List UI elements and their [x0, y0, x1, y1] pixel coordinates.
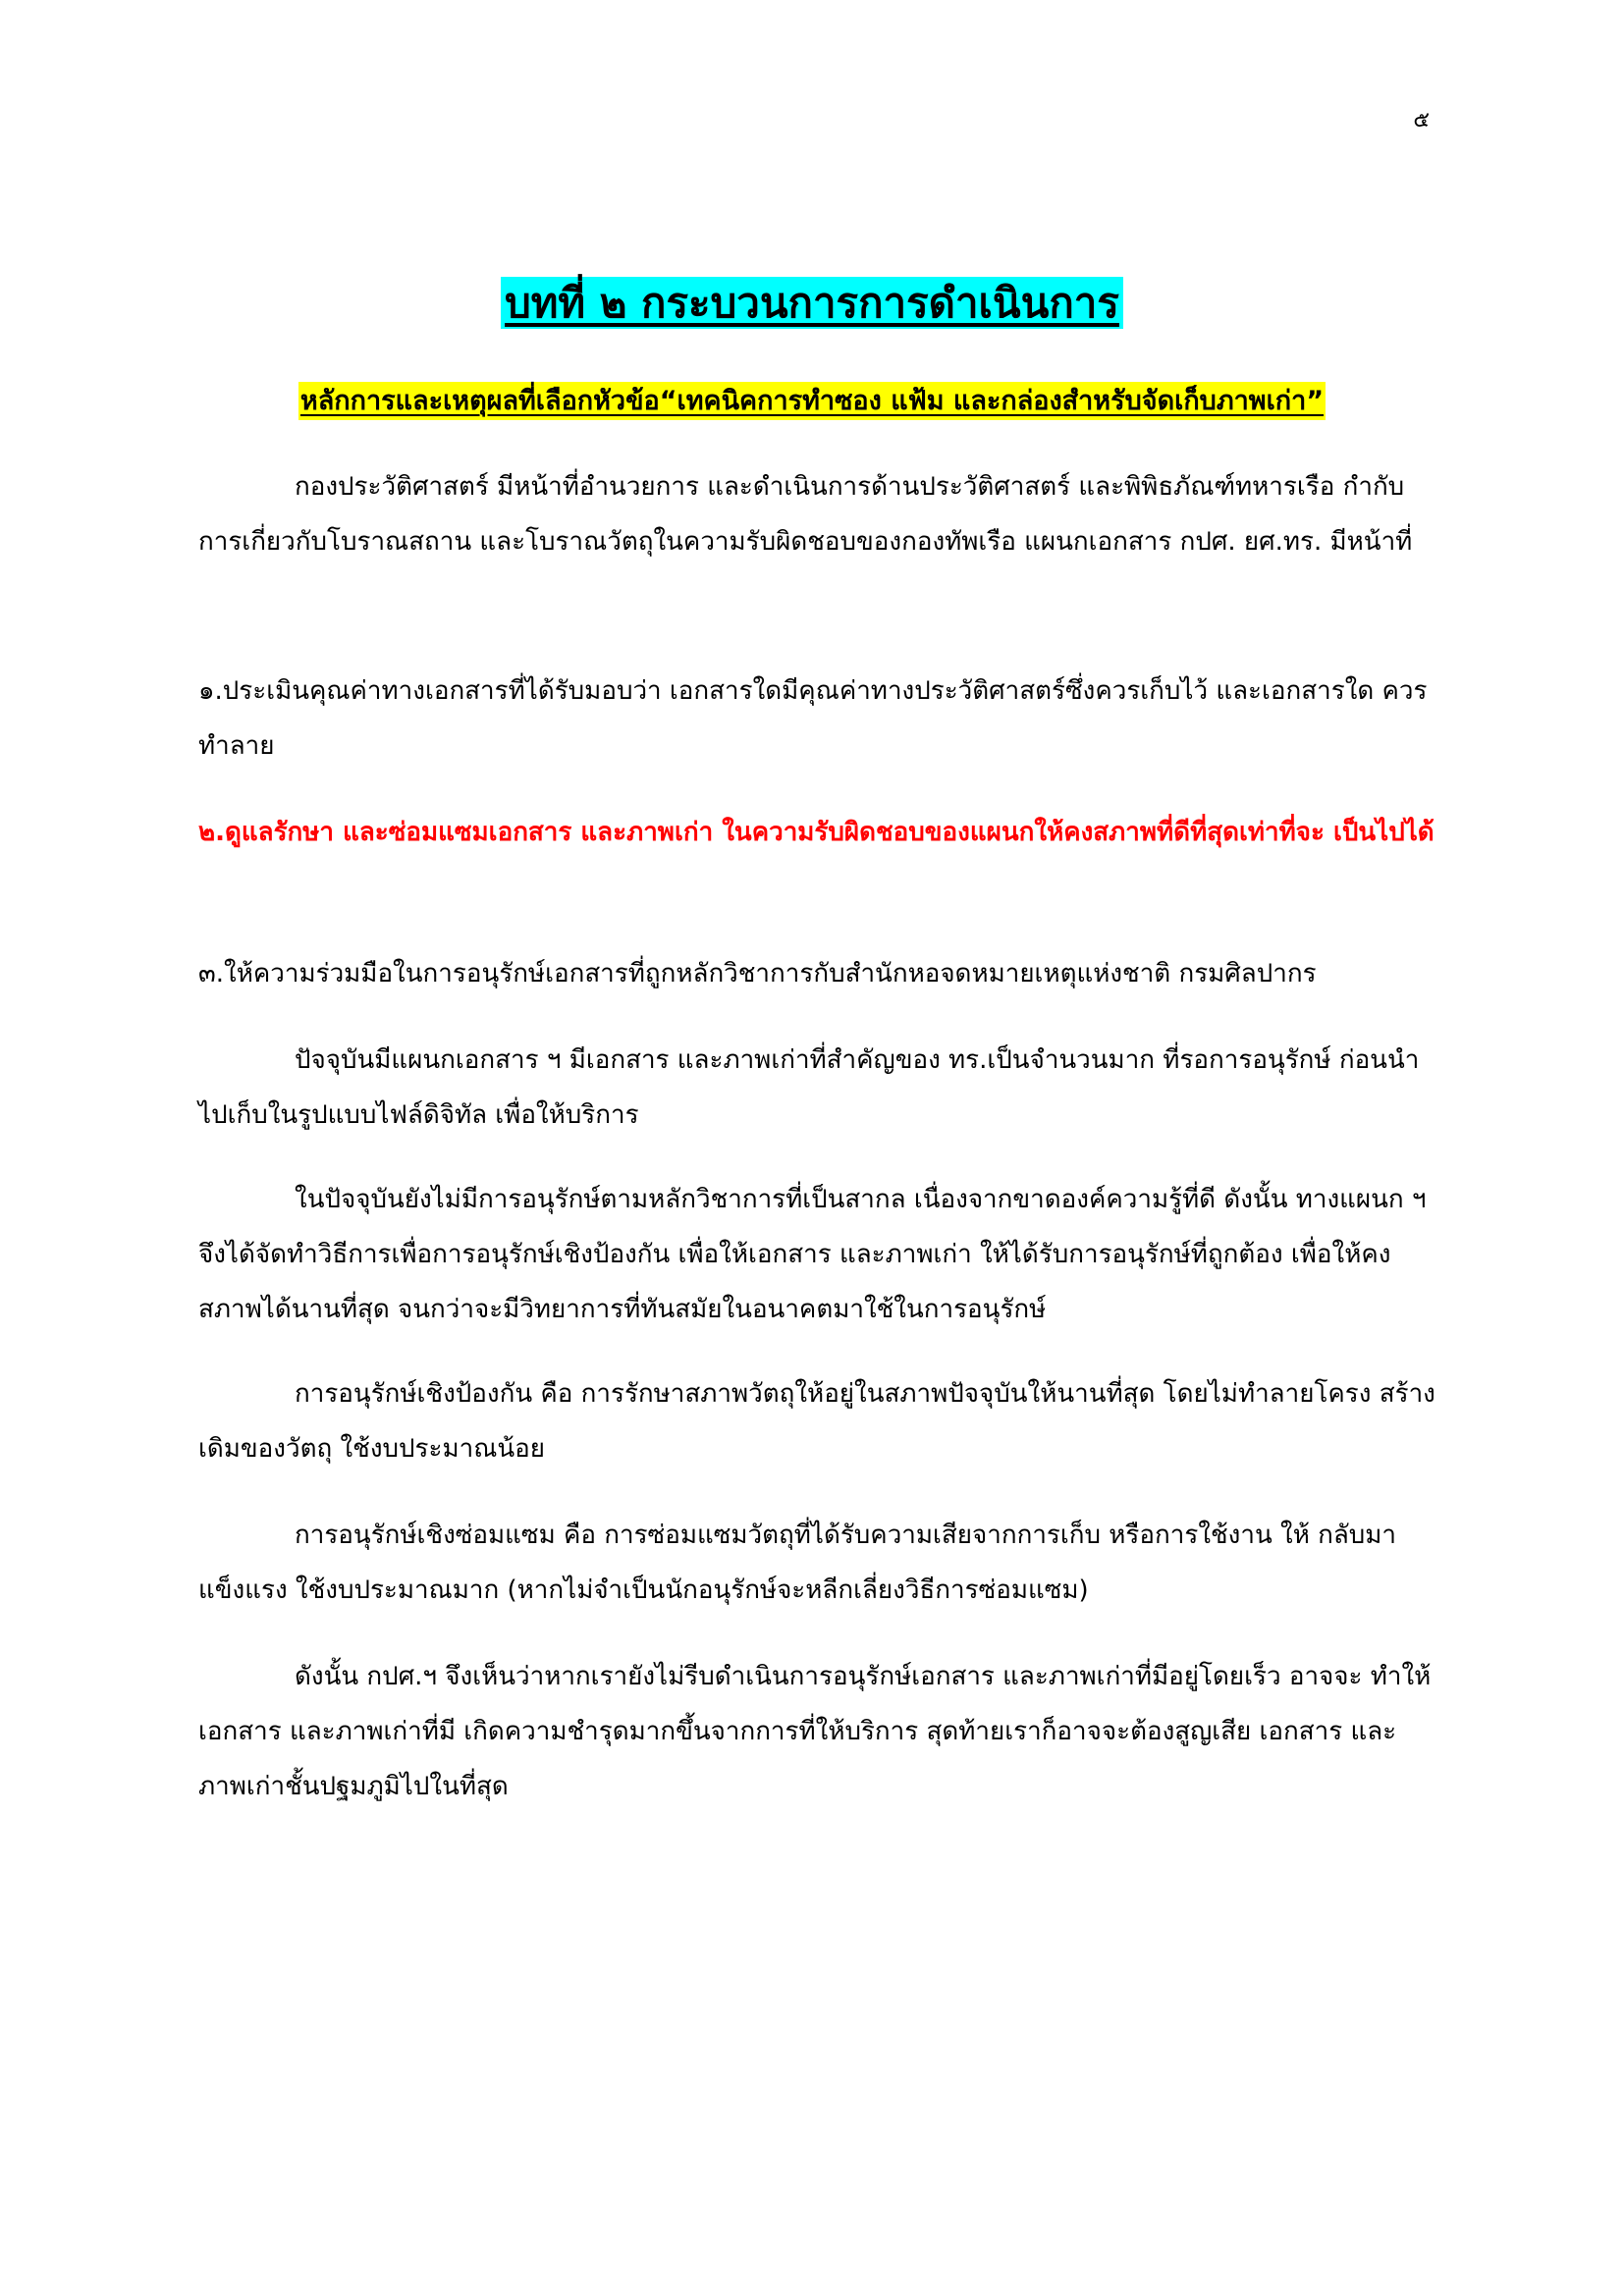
duty-item-3: ๓.ให้ความร่วมมือในการอนุรักษ์เอกสารที่ถูกหลักวิชาการกับสำนักหอจดหมายเหตุแห่งชาติ กรมศิลปากร: [198, 959, 1317, 988]
intro-paragraph: กองประวัติศาสตร์ มีหน้าที่อำนวยการ และดำเนินการด้านประวัติศาสตร์ และพิพิธภัณฑ์ทหารเรือ กำกับการเกี่ยวกับโบราณสถาน และโบราณวัตถุในความรับผิดชอบของกองทัพเรือ แผนกเอกสาร กปศ. ยศ.ทร. มีหน้าที่: [198, 472, 1413, 557]
section-title-text: หลักการและเหตุผลที่เลือกหัวข้อ“เทคนิคการทำซอง แฟ้ม และกล่องสำหรับจัดเก็บภาพเก่า”: [298, 382, 1326, 420]
restorative-conservation-paragraph: การอนุรักษ์เชิงซ่อมแซม คือ การซ่อมแซมวัตถุที่ได้รับความเสียจากการเก็บ หรือการใช้งาน ให้ กลับมาแข็งแรง ใช้งบประมาณมาก (หากไม่จำเป็นนักอนุรักษ์จะหลีกเลี่ยงวิธีการซ่อมแซม): [198, 1521, 1397, 1605]
page-number: ๕: [1413, 108, 1430, 133]
conclusion-paragraph: ดังนั้น กปศ.ฯ จึงเห็นว่าหากเรายังไม่รีบดำเนินการอนุรักษ์เอกสาร และภาพเก่าที่มีอยู่โดยเร็ว อาจจะ ทำให้เอกสาร และภาพเก่าที่มี เกิดความชำรุดมากขึ้นจากการที่ให้บริการ สุดท้ายเราก็อาจจะต้องสูญเสีย เอกสาร และภาพเก่าชั้นปฐมภูมิไปในที่สุด: [198, 1662, 1432, 1801]
preventive-conservation-paragraph: การอนุรักษ์เชิงป้องกัน คือ การรักษาสภาพวัตถุให้อยู่ในสภาพปัจจุบันให้นานที่สุด โดยไม่ทำลายโครง สร้างเดิมของวัตถุ ใช้งบประมาณน้อย: [198, 1379, 1435, 1464]
chapter-title-text: บทที่ ๒ กระบวนการการดำเนินการ: [501, 277, 1123, 329]
section-title: [0, 379, 1624, 421]
preservation-need-paragraph: ในปัจจุบันยังไม่มีการอนุรักษ์ตามหลักวิชาการที่เป็นสากล เนื่องจากขาดองค์ความรู้ที่ดี ดังนั้น ทางแผนก ฯ จึงได้จัดทำวิธีการเพื่อการอนุรักษ์เชิงป้องกัน เพื่อให้เอกสาร และภาพเก่า ให้ได้รับการอนุรักษ์ที่ถูกต้อง เพื่อให้คงสภาพได้นานที่สุด จนกว่าจะมีวิทยาการที่ทันสมัยในอนาคตมาใช้ในการอนุรักษ์: [198, 1185, 1427, 1324]
current-status-paragraph: ปัจจุบันมีแผนกเอกสาร ฯ มีเอกสาร และภาพเก่าที่สำคัญของ ทร.เป็นจำนวนมาก ที่รอการอนุรักษ์ ก่อนนำไปเก็บในรูปแบบไฟล์ดิจิทัล เพื่อให้บริการ: [198, 1045, 1420, 1130]
duty-item-1: ๑.ประเมินคุณค่าทางเอกสารที่ได้รับมอบว่า เอกสารใดมีคุณค่าทางประวัติศาสตร์ซึ่งควรเก็บไว้ และเอกสารใด ควรทำลาย: [198, 676, 1428, 761]
duty-item-2: ๒.ดูแลรักษา และซ่อมแซมเอกสาร และภาพเก่า ในความรับผิดชอบของแผนกให้คงสภาพที่ดีที่สุดเท่าที่จะ เป็นไปได้: [198, 818, 1435, 847]
chapter-title: [0, 271, 1624, 336]
